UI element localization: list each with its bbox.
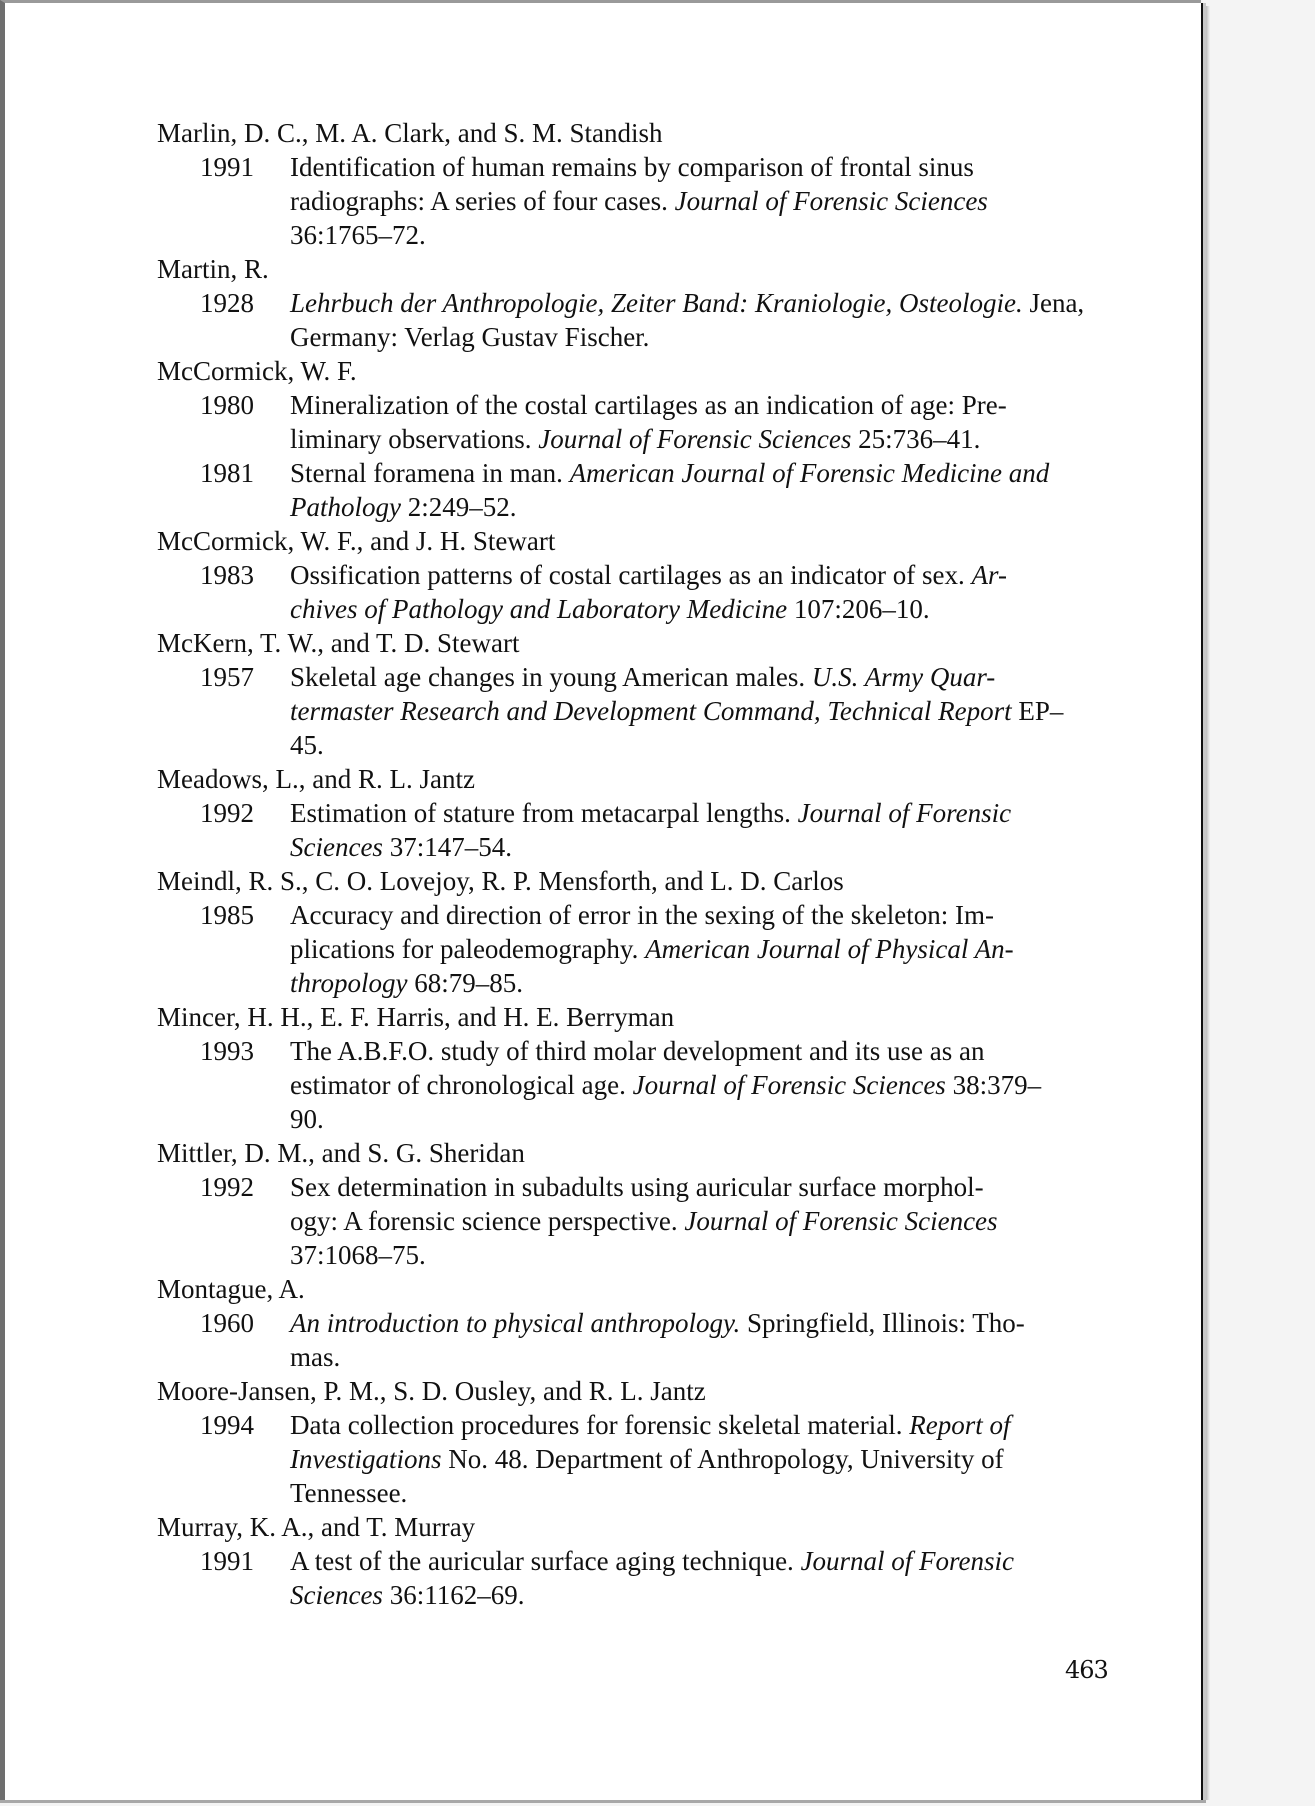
- citation-text: Jena,: [1022, 288, 1085, 318]
- citation-line: [290, 694, 1117, 728]
- citation-italic-text: Sciences: [290, 832, 383, 862]
- citation-text: Germany: Verlag Gustav Fischer.: [290, 322, 650, 352]
- citation-text: Data collection procedures for forensic skeletal material.: [290, 1410, 910, 1440]
- reference-citation: [290, 1034, 1117, 1136]
- reference-author: McCormick, W. F.: [157, 356, 357, 386]
- reference-citation: [290, 456, 1117, 524]
- citation-text: 45.: [290, 730, 324, 760]
- citation-italic-text: Lehrbuch der Anthropologie, Zeiter Band: Kraniologie, Osteologie.: [290, 288, 1023, 318]
- citation-italic-text: Journal of Forensic Sciences: [674, 186, 988, 216]
- citation-text: Springfield, Illinois: Tho-: [740, 1308, 1025, 1338]
- reference-author: Montague, A.: [157, 1274, 305, 1304]
- citation-text: No. 48. Department of Anthropology, University of: [441, 1444, 1004, 1474]
- citation-text: 36:1765–72.: [290, 220, 426, 250]
- citation-line: [290, 558, 1117, 592]
- citation-line: [290, 286, 1117, 320]
- citation-line: [290, 320, 1117, 354]
- reference-entry: [157, 456, 1117, 524]
- reference-year: 1994: [200, 1410, 254, 1440]
- citation-line: [290, 728, 1117, 762]
- citation-italic-text: thropology: [290, 968, 408, 998]
- citation-text: Accuracy and direction of error in the sexing of the skeleton: Im-: [290, 900, 994, 930]
- citation-line: [290, 422, 1117, 456]
- citation-italic-text: termaster Research and Development Command, Technical Report: [290, 696, 1012, 726]
- citation-text: plications for paleodemography.: [290, 934, 646, 964]
- citation-text: ogy: A forensic science perspective.: [290, 1206, 685, 1236]
- citation-line: [290, 1476, 1117, 1510]
- reference-entry: [157, 558, 1117, 626]
- reference-citation: [290, 150, 1117, 252]
- citation-line: [290, 1068, 1117, 1102]
- citation-line: [290, 1578, 1117, 1612]
- citation-text: estimator of chronological age.: [290, 1070, 633, 1100]
- citation-line: [290, 1238, 1117, 1272]
- citation-italic-text: Journal of Forensic: [800, 1546, 1015, 1576]
- citation-text: 107:206–10.: [787, 594, 930, 624]
- reference-entry: [157, 1408, 1117, 1510]
- reference-entry: [157, 286, 1117, 354]
- reference-entry: [157, 1034, 1117, 1136]
- reference-citation: [290, 1306, 1117, 1374]
- citation-text: Sternal foramena in man.: [290, 458, 570, 488]
- citation-line: [290, 388, 1117, 422]
- reference-citation: [290, 1544, 1117, 1612]
- citation-text: EP–: [1011, 696, 1064, 726]
- citation-text: Identification of human remains by comparison of frontal sinus: [290, 152, 974, 182]
- citation-line: [290, 1204, 1117, 1238]
- reference-year: 1993: [200, 1036, 254, 1066]
- reference-year: 1992: [200, 798, 254, 828]
- reference-author: McCormick, W. F., and J. H. Stewart: [157, 526, 556, 556]
- citation-line: [290, 184, 1117, 218]
- reference-citation: [290, 1170, 1117, 1272]
- citation-line: [290, 218, 1117, 252]
- citation-italic-text: chives of Pathology and Laboratory Medicine: [290, 594, 788, 624]
- reference-author: Moore-Jansen, P. M., S. D. Ousley, and R. L. Jantz: [157, 1376, 706, 1406]
- citation-text: 38:379–: [945, 1070, 1042, 1100]
- citation-line: [290, 1170, 1117, 1204]
- citation-line: [290, 1102, 1117, 1136]
- reference-year: 1981: [200, 458, 254, 488]
- citation-text: Ossification patterns of costal cartilages as an indicator of sex.: [290, 560, 972, 590]
- citation-text: 37:1068–75.: [290, 1240, 426, 1270]
- reference-year: 1992: [200, 1172, 254, 1202]
- citation-italic-text: Journal of Forensic Sciences: [538, 424, 852, 454]
- citation-line: [290, 592, 1117, 626]
- reference-year: 1991: [200, 152, 254, 182]
- reference-entry: [157, 660, 1117, 762]
- citation-line: [290, 830, 1117, 864]
- citation-italic-text: Journal of Forensic: [797, 798, 1012, 828]
- citation-line: [290, 898, 1117, 932]
- citation-italic-text: American Journal of Forensic Medicine and: [569, 458, 1050, 488]
- citation-line: [290, 1408, 1117, 1442]
- reference-author: Meindl, R. S., C. O. Lovejoy, R. P. Mensforth, and L. D. Carlos: [157, 866, 844, 896]
- reference-citation: [290, 286, 1117, 354]
- reference-entry: [157, 1170, 1117, 1272]
- citation-italic-text: American Journal of Physical An-: [645, 934, 1014, 964]
- citation-italic-text: Investigations: [290, 1444, 442, 1474]
- reference-author: Murray, K. A., and T. Murray: [157, 1512, 476, 1542]
- citation-text: 36:1162–69.: [382, 1580, 525, 1610]
- citation-line: [290, 1544, 1117, 1578]
- reference-year: 1985: [200, 900, 254, 930]
- reference-author: Mincer, H. H., E. F. Harris, and H. E. Berryman: [157, 1002, 675, 1032]
- citation-line: [290, 490, 1117, 524]
- reference-citation: [290, 388, 1117, 456]
- citation-text: 90.: [290, 1104, 324, 1134]
- reference-author: McKern, T. W., and T. D. Stewart: [157, 628, 520, 658]
- citation-text: radiographs: A series of four cases.: [290, 186, 675, 216]
- reference-citation: [290, 558, 1117, 626]
- reference-author: Martin, R.: [157, 254, 269, 284]
- citation-text: Sex determination in subadults using auricular surface morphol-: [290, 1172, 984, 1202]
- reference-author: Mittler, D. M., and S. G. Sheridan: [157, 1138, 525, 1168]
- citation-text: The A.B.F.O. study of third molar development and its use as an: [290, 1036, 985, 1066]
- citation-text: 2:249–52.: [400, 492, 517, 522]
- reference-citation: [290, 1408, 1117, 1510]
- citation-line: [290, 1034, 1117, 1068]
- citation-text: Mineralization of the costal cartilages as an indication of age: Pre-: [290, 390, 1007, 420]
- reference-author: Meadows, L., and R. L. Jantz: [157, 764, 475, 794]
- page-shadow: [1206, 6, 1210, 1800]
- reference-year: 1983: [200, 560, 254, 590]
- citation-line: [290, 966, 1117, 1000]
- citation-text: liminary observations.: [290, 424, 539, 454]
- reference-entry: [157, 1306, 1117, 1374]
- reference-year: 1960: [200, 1308, 254, 1338]
- citation-line: [290, 1442, 1117, 1476]
- citation-text: Estimation of stature from metacarpal lengths.: [290, 798, 798, 828]
- citation-text: Skeletal age changes in young American males.: [290, 662, 812, 692]
- citation-line: [290, 1340, 1117, 1374]
- citation-italic-text: Journal of Forensic Sciences: [632, 1070, 946, 1100]
- citation-line: [290, 796, 1117, 830]
- citation-italic-text: Sciences: [290, 1580, 383, 1610]
- reference-entry: [157, 1544, 1117, 1612]
- reference-list: [157, 116, 1117, 1612]
- citation-text: Tennessee.: [290, 1478, 408, 1508]
- citation-text: 68:79–85.: [407, 968, 524, 998]
- citation-line: [290, 456, 1117, 490]
- reference-year: 1980: [200, 390, 254, 420]
- citation-italic-text: Journal of Forensic Sciences: [684, 1206, 998, 1236]
- citation-text: mas.: [290, 1342, 341, 1372]
- page-bottom-edge: [0, 1800, 1206, 1803]
- citation-text: A test of the auricular surface aging technique.: [290, 1546, 801, 1576]
- reference-entry: [157, 388, 1117, 456]
- reference-entry: [157, 898, 1117, 1000]
- citation-text: 37:147–54.: [382, 832, 512, 862]
- citation-italic-text: U.S. Army Quar-: [811, 662, 996, 692]
- citation-line: [290, 1306, 1117, 1340]
- reference-citation: [290, 796, 1117, 864]
- citation-italic-text: Report of: [909, 1410, 1011, 1440]
- reference-citation: [290, 660, 1117, 762]
- reference-author: Marlin, D. C., M. A. Clark, and S. M. Standish: [157, 118, 663, 148]
- page-number: 463: [1065, 1656, 1108, 1684]
- citation-line: [290, 150, 1117, 184]
- citation-italic-text: An introduction to physical anthropology.: [290, 1308, 741, 1338]
- reference-entry: [157, 796, 1117, 864]
- citation-italic-text: Ar-: [971, 560, 1007, 590]
- reference-year: 1991: [200, 1546, 254, 1576]
- reference-year: 1957: [200, 662, 254, 692]
- citation-line: [290, 660, 1117, 694]
- reference-year: 1928: [200, 288, 254, 318]
- citation-italic-text: Pathology: [290, 492, 401, 522]
- citation-line: [290, 932, 1117, 966]
- citation-text: 25:736–41.: [851, 424, 981, 454]
- reference-citation: [290, 898, 1117, 1000]
- reference-entry: [157, 150, 1117, 252]
